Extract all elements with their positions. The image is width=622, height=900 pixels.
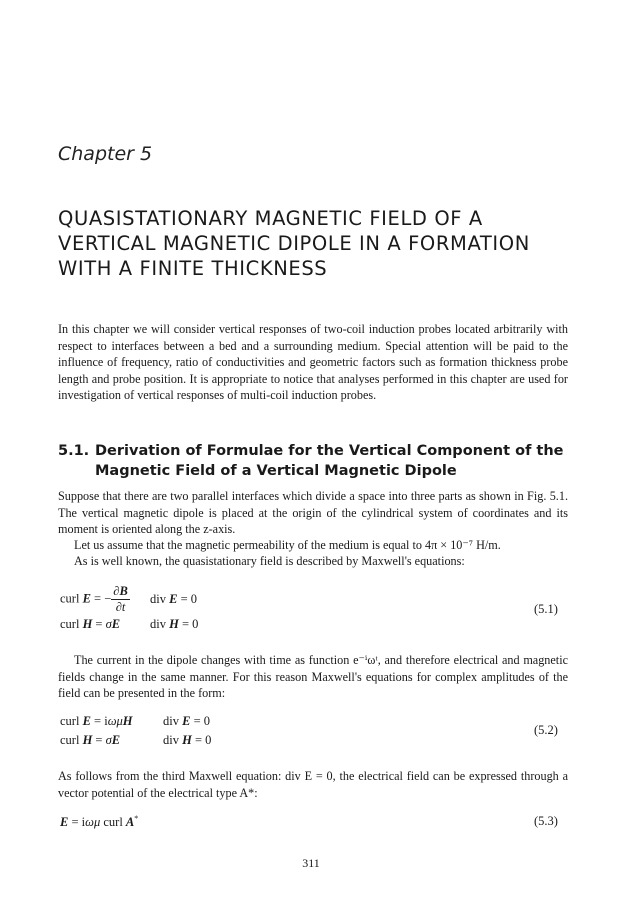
equation-5-1-curl-h: curl H = σE [60, 617, 121, 631]
section-number: 5.1. [58, 443, 90, 459]
chapter-title-line: WITH A FINITE THICKNESS [58, 257, 328, 280]
page-number: 311 [302, 856, 320, 870]
section-title-line: Magnetic Field of a Vertical Magnetic Dipole [95, 463, 457, 479]
equation-number: (5.1) [534, 602, 558, 616]
body-paragraph: The current in the dipole changes with time as function e⁻ⁱωᵗ, and therefore electrical and magnetic fields change in the same manner. For this reason Maxwell's equations for complex amplitudes of the field can be presented in the form: [58, 653, 568, 701]
body-paragraph: Let us assume that the magnetic permeability of the medium is equal to 4π × 10⁻⁷ H/m. [74, 538, 501, 552]
equation-number: (5.2) [534, 723, 558, 737]
equation-number: (5.3) [534, 814, 558, 828]
section-heading [58, 441, 564, 481]
equation-5-3: E = iωμ curl A* [60, 814, 139, 830]
equation-5-2-div-h: div H = 0 [163, 733, 212, 747]
equation-5-1-div-h: div H = 0 [150, 617, 199, 631]
equation-5-2-div-e: div E = 0 [163, 714, 211, 728]
section-title-line: Derivation of Formulae for the Vertical Component of the [95, 443, 564, 459]
chapter-title-line: QUASISTATIONARY MAGNETIC FIELD OF A [58, 207, 483, 230]
body-paragraph: Suppose that there are two parallel interfaces which divide a space into three parts as shown in Fig. 5.1. The vertical magnetic dipole is placed at the origin of the cylindrical system of coordinates and its moment is oriented along the z-axis. [58, 489, 568, 537]
equation-5-2-curl-h: curl H = σE [60, 733, 121, 747]
body-paragraph: As is well known, the quasistationary field is described by Maxwell's equations: [74, 554, 465, 568]
intro-paragraph: In this chapter we will consider vertical responses of two-coil induction probes located arbitrarily with respect to interfaces between a bed and a surrounding medium. Special attention will be paid to the influence of frequency, ratio of conductivities and geometric factors such as formation thickness probe length and probe position. It is appropriate to notice that analyses performed in this chapter are used for investigation of vertical responses of multi-coil induction probes. [58, 322, 568, 403]
equation-5-1: curl E = − $\frac{\partial B}{\partial t}$ [60, 584, 128, 614]
chapter-title [58, 206, 578, 281]
body-paragraph: As follows from the third Maxwell equation: div E = 0, the electrical field can be expressed through a vector potential of the electrical type A*: [58, 769, 568, 800]
chapter-title-line: VERTICAL MAGNETIC DIPOLE IN A FORMATION [58, 232, 530, 255]
equation-5-2-curl-e: curl E = iωμH [60, 714, 133, 728]
chapter-label: Chapter 5 [58, 143, 153, 165]
equation-5-1-div-e: div E = 0 [150, 592, 198, 606]
